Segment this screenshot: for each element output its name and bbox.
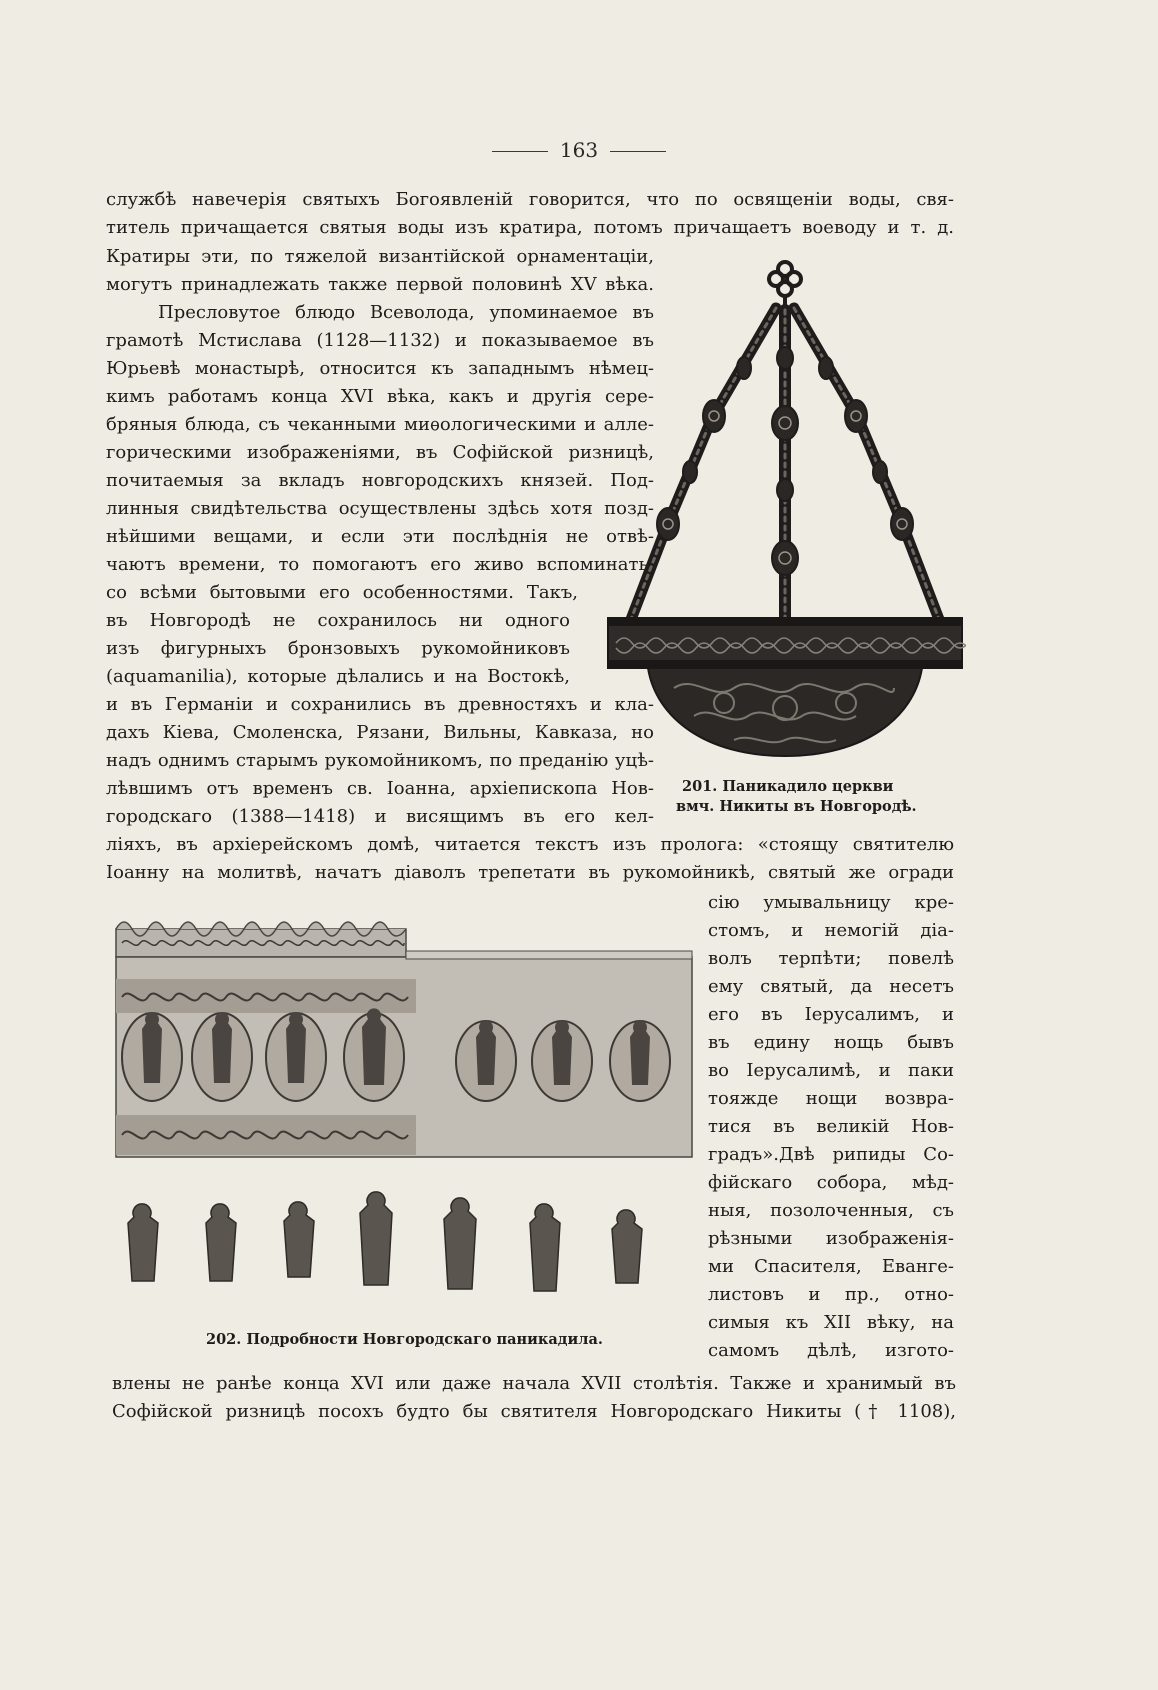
body-line: службѣ навечерія святыхъ Богоявленій говорится, что по освященіи воды, свя- bbox=[106, 189, 954, 210]
body-line: изъ фигурныхъ бронзовыхъ рукомойниковъ bbox=[106, 638, 570, 659]
page-number-dash-right bbox=[610, 151, 666, 152]
body-line: бряныя блюда, съ чеканными миѳологическими и алле- bbox=[106, 414, 654, 435]
page-number: 163 bbox=[559, 138, 599, 162]
body-line: во Іерусалимѣ, и паки bbox=[708, 1060, 954, 1081]
body-line: ныя, позолоченныя, съ bbox=[708, 1200, 954, 1221]
body-line: Пресловутое блюдо Всеволода, упоминаемое въ bbox=[158, 302, 654, 323]
body-line: Іоанну на молитвѣ, начатъ діаволъ трепетати въ рукомойникѣ, святый же огради bbox=[106, 862, 954, 883]
body-line: горическими изображеніями, въ Софійской ризницѣ, bbox=[106, 442, 654, 463]
body-line: волъ терпѣти; повелѣ bbox=[708, 948, 954, 969]
body-line: могутъ принадлежать также первой половинѣ XV вѣка. bbox=[106, 274, 654, 295]
body-line: въ едину нощь бывъ bbox=[708, 1032, 954, 1053]
body-line: надъ однимъ старымъ рукомойникомъ, по преданію уцѣ- bbox=[106, 750, 654, 771]
figure-201-caption-line: вмч. Никиты въ Новгородѣ. bbox=[676, 798, 917, 815]
body-line: чаютъ времени, то помогаютъ его живо вспоминать, bbox=[106, 554, 654, 575]
body-line: ему святый, да несетъ bbox=[708, 976, 954, 997]
body-line: листовъ и пр., отно- bbox=[708, 1284, 954, 1305]
body-line: нѣйшими вещами, и если эти послѣднія не отвѣ- bbox=[106, 526, 654, 547]
body-line: рѣзными изображенія- bbox=[708, 1228, 954, 1249]
figure-201-caption-line: 201. Паникадило церкви bbox=[682, 778, 894, 795]
chandelier-illustration bbox=[604, 258, 966, 760]
body-line: градъ».Двѣ рипиды Со- bbox=[708, 1144, 954, 1165]
body-line: стомъ, и немогій діа- bbox=[708, 920, 954, 941]
chandelier-details-illustration bbox=[112, 915, 696, 1295]
body-line: Софійской ризницѣ посохъ будто бы святителя Новгородскаго Никиты († 1108), bbox=[112, 1401, 956, 1422]
body-line: тися въ великій Нов- bbox=[708, 1116, 954, 1137]
body-line: со всѣми бытовыми его особенностями. Такъ, bbox=[106, 582, 578, 603]
figure-202-caption: 202. Подробности Новгородскаго паникадила. bbox=[206, 1331, 603, 1348]
body-line: тояжде нощи возвра- bbox=[708, 1088, 954, 1109]
body-line: фійскаго собора, мѣд- bbox=[708, 1172, 954, 1193]
body-line: городскаго (1388—1418) и висящимъ въ его кел- bbox=[106, 806, 654, 827]
body-line: сію умывальницу кре- bbox=[708, 892, 954, 913]
body-line: симыя къ XII вѣку, на bbox=[708, 1312, 954, 1333]
body-line: ми Спасителя, Еванге- bbox=[708, 1256, 954, 1277]
body-line: самомъ дѣлѣ, изгото- bbox=[708, 1340, 954, 1361]
body-line: почитаемыя за вкладъ новгородскихъ князей. Под- bbox=[106, 470, 654, 491]
page-number-dash-left bbox=[492, 151, 548, 152]
body-line: Кратиры эти, по тяжелой византійской орнаментаціи, bbox=[106, 246, 654, 267]
body-line: линныя свидѣтельства осуществлены здѣсь хотя позд- bbox=[106, 498, 654, 519]
body-line: титель причащается святыя воды изъ кратира, потомъ причащаетъ воеводу и т. д. bbox=[106, 217, 954, 238]
body-line: (aquamanilia), которые дѣлались и на Востокѣ, bbox=[106, 666, 570, 687]
page-number-row bbox=[0, 138, 1158, 162]
body-line: въ Новгородѣ не сохранилось ни одного bbox=[106, 610, 570, 631]
body-line: дахъ Кіева, Смоленска, Рязани, Вильны, Кавказа, но bbox=[106, 722, 654, 743]
body-line: его въ Іерусалимъ, и bbox=[708, 1004, 954, 1025]
body-line: ліяхъ, въ архіерейскомъ домѣ, читается текстъ изъ пролога: «стоящу святителю bbox=[106, 834, 954, 855]
body-line: влены не ранѣе конца XVI или даже начала XVII столѣтія. Также и хранимый въ bbox=[112, 1373, 956, 1394]
body-line: лѣвшимъ отъ временъ св. Іоанна, архіепископа Нов- bbox=[106, 778, 654, 799]
body-line: грамотѣ Мстислава (1128—1132) и показываемое въ bbox=[106, 330, 654, 351]
body-line: кимъ работамъ конца XVI вѣка, какъ и другія сере- bbox=[106, 386, 654, 407]
body-line: Юрьевѣ монастырѣ, относится къ западнымъ нѣмец- bbox=[106, 358, 654, 379]
body-line: и въ Германіи и сохранились въ древностяхъ и кла- bbox=[106, 694, 654, 715]
